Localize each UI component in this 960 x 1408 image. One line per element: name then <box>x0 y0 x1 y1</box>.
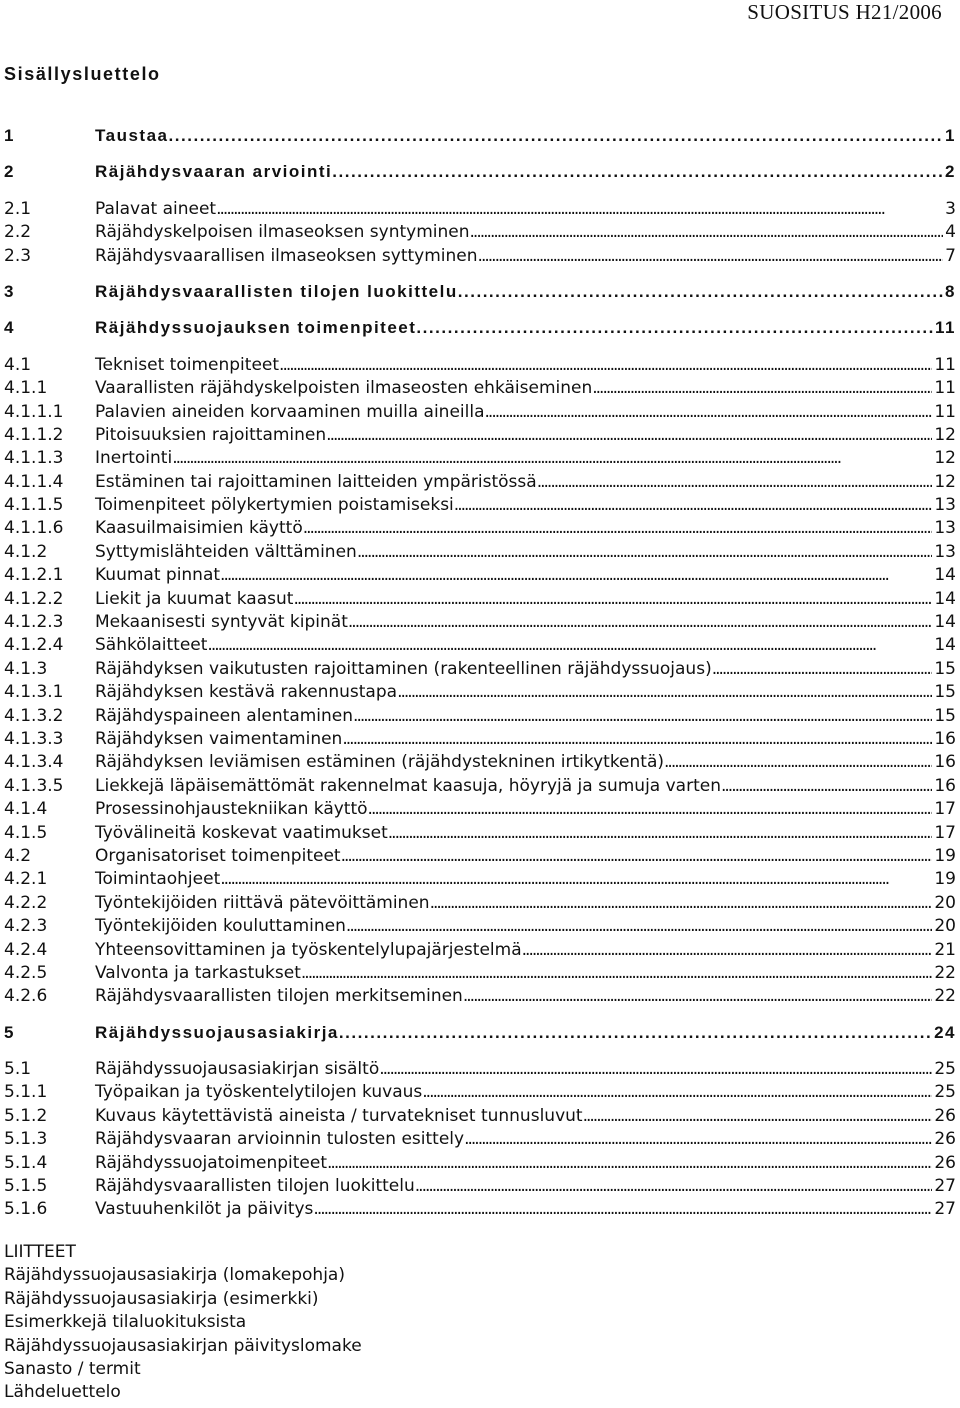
toc-entry-number: 5.1 <box>4 1059 32 1080</box>
toc-entry-number: 5 <box>4 1022 15 1042</box>
toc-entry[interactable] <box>4 518 956 541</box>
toc-entry-page: 13 <box>934 495 956 516</box>
toc-entry-number: 4.1.2 <box>4 541 48 562</box>
toc-entry-page: 16 <box>934 752 956 773</box>
appendix-item[interactable]: Räjähdyssuojausasiakirja (esimerkki) <box>4 1288 319 1309</box>
toc-entry-page: 22 <box>934 986 956 1007</box>
toc-entry-number: 4.1.3.1 <box>4 682 64 703</box>
toc-entry-title: Liekkejä läpäisemättömät rakennelmat kaasuja, höyryjä ja sumuja varten <box>95 775 721 796</box>
toc-entry-number: 4.1.1.6 <box>4 518 64 539</box>
toc-entry-title: Organisatoriset toimenpiteet <box>95 845 341 866</box>
toc-entry-number: 2 <box>4 162 15 182</box>
toc-entry-title: Sähkölaitteet <box>95 635 208 656</box>
toc-dot-leader <box>485 402 933 422</box>
toc-dot-leader <box>207 635 932 655</box>
toc-entry-number: 4.1 <box>4 354 32 375</box>
toc-dot-leader <box>454 495 933 515</box>
toc-dot-leader <box>301 963 932 983</box>
toc-entry[interactable] <box>4 1199 956 1222</box>
toc-entry-number: 4.1.1.4 <box>4 471 64 492</box>
toc-entry-title: Kuvaus käytettävistä aineista / turvatekniset tunnusluvut <box>95 1105 583 1126</box>
toc-dot-leader <box>712 659 933 679</box>
toc-entry-title: Työvälineitä koskevat vaatimukset <box>95 822 388 843</box>
toc-dot-leader <box>346 916 932 936</box>
toc-entry-title: Räjähdyssuojatoimenpiteet <box>95 1152 327 1173</box>
toc-entry-page: 12 <box>934 471 956 492</box>
toc-entry-page: 20 <box>934 892 956 913</box>
toc-entry-title: Valvonta ja tarkastukset <box>95 962 301 983</box>
toc-entry[interactable] <box>4 1176 956 1199</box>
toc-entry-title: Estäminen tai rajoittaminen laitteiden ympäristössä <box>95 471 537 492</box>
toc-dot-leader <box>463 986 933 1006</box>
toc-entry-title: Inertointi <box>95 448 173 469</box>
toc-entry-page: 7 <box>945 245 956 266</box>
toc-entry-title: Kaasuilmaisimien käyttö <box>95 518 303 539</box>
toc-entry-title: Räjähdysvaarallisten tilojen merkitseminen <box>95 986 463 1007</box>
toc-entry-number: 4.2.6 <box>4 986 48 1007</box>
toc-entry-title: Räjähdysvaarallisen ilmaseoksen syttyminen <box>95 245 478 266</box>
toc-entry-page: 8 <box>945 281 956 301</box>
toc-entry[interactable] <box>4 893 956 916</box>
toc-entry[interactable] <box>4 542 956 565</box>
appendix-heading: LIITTEET <box>4 1242 76 1262</box>
toc-entry[interactable] <box>4 448 956 471</box>
toc-entry-title: Palavat aineet <box>95 198 217 219</box>
toc-entry-page: 2 <box>945 162 956 182</box>
toc-entry-title: Syttymislähteiden välttäminen <box>95 541 357 562</box>
toc-entry-page: 19 <box>934 869 956 890</box>
appendix-item[interactable]: Esimerkkejä tilaluokituksista <box>4 1312 247 1333</box>
toc-entry-title: Mekaanisesti syntyvät kipinät <box>95 612 348 633</box>
toc-entry-page: 17 <box>934 822 956 843</box>
toc-entry-number: 4.2 <box>4 845 32 866</box>
toc-entry[interactable] <box>4 659 956 682</box>
toc-entry[interactable] <box>4 199 956 222</box>
toc-entry-number: 4.1.3.2 <box>4 705 64 726</box>
toc-entry[interactable] <box>4 355 956 378</box>
appendix-item[interactable]: Räjähdyssuojausasiakirja (lomakepohja) <box>4 1265 345 1286</box>
toc-dot-leader <box>220 565 932 585</box>
toc-entry-number: 4.2.4 <box>4 939 48 960</box>
toc-entry-page: 17 <box>934 799 956 820</box>
toc-dot-leader <box>664 752 932 772</box>
appendix-list <box>4 1242 362 1406</box>
document-header: SUOSITUS H21/2006 <box>747 0 942 24</box>
toc-entry-title: Räjähdysvaarallisten tilojen luokittelu <box>95 281 458 301</box>
toc-title: Sisällysluettelo <box>4 64 161 84</box>
toc-entry-number: 4.1.5 <box>4 822 48 843</box>
toc-entry[interactable] <box>4 635 956 658</box>
toc-entry-number: 4.1.3.5 <box>4 775 64 796</box>
toc-entry-number: 2.2 <box>4 222 32 243</box>
toc-entry[interactable] <box>4 162 956 185</box>
toc-entry[interactable] <box>4 495 956 518</box>
toc-dot-leader <box>303 518 933 538</box>
toc-entry-number: 4.2.3 <box>4 916 48 937</box>
toc-dot-leader <box>470 222 944 242</box>
toc-entry-title: Räjähdysvaarallisten tilojen luokittelu <box>95 1176 415 1197</box>
toc-entry[interactable] <box>4 1023 956 1046</box>
toc-entry-number: 4.1.2.1 <box>4 565 64 586</box>
toc-entry-number: 4.1.2.4 <box>4 635 64 656</box>
toc-entry-page: 12 <box>934 448 956 469</box>
toc-entry-title: Palavien aineiden korvaaminen muilla aineilla <box>95 401 485 422</box>
toc-dot-leader <box>388 823 933 843</box>
toc-entry[interactable] <box>4 869 956 892</box>
toc-entry-number: 2.1 <box>4 198 32 219</box>
toc-dot-leader <box>341 846 933 866</box>
toc-entry-page: 14 <box>934 588 956 609</box>
appendix-item[interactable]: Sanasto / termit <box>4 1358 141 1379</box>
toc-dot-leader <box>537 472 933 492</box>
toc-entry[interactable] <box>4 940 956 963</box>
toc-dot-leader <box>397 682 932 702</box>
toc-dot-leader <box>522 940 933 960</box>
toc-entry-page: 3 <box>945 198 956 219</box>
toc-entry[interactable] <box>4 222 956 245</box>
toc-entry-number: 4.1.2.3 <box>4 612 64 633</box>
toc-entry-title: Yhteensovittaminen ja työskentelylupajärjestelmä <box>95 939 522 960</box>
toc-entry-page: 21 <box>934 939 956 960</box>
toc-dot-leader <box>279 355 932 375</box>
toc-dot-leader <box>583 1106 933 1126</box>
toc-entry-page: 11 <box>934 354 956 375</box>
toc-entry-page: 14 <box>934 612 956 633</box>
toc-entry-page: 25 <box>934 1059 956 1080</box>
toc-entry-title: Pitoisuuksien rajoittaminen <box>95 424 327 445</box>
toc-dot-leader <box>357 542 933 562</box>
toc-entry-page: 22 <box>934 962 956 983</box>
toc-entry-number: 5.1.5 <box>4 1176 48 1197</box>
toc-entry-number: 3 <box>4 281 15 301</box>
toc-dot-leader <box>348 612 932 632</box>
toc-entry[interactable] <box>4 612 956 635</box>
toc-entry-page: 26 <box>934 1129 956 1150</box>
toc-entry[interactable] <box>4 706 956 729</box>
toc-entry-page: 16 <box>934 728 956 749</box>
toc-entry-title: Vastuuhenkilöt ja päivitys <box>95 1199 314 1220</box>
toc-entry[interactable] <box>4 752 956 775</box>
toc-entry[interactable] <box>4 246 956 269</box>
toc-entry[interactable] <box>4 565 956 588</box>
toc-entry-number: 5.1.3 <box>4 1129 48 1150</box>
toc-entry-number: 4.1.1.2 <box>4 424 64 445</box>
toc-entry-page: 25 <box>934 1082 956 1103</box>
toc-entry-number: 5.1.2 <box>4 1105 48 1126</box>
toc-entry[interactable] <box>4 402 956 425</box>
toc-entry[interactable] <box>4 1106 956 1129</box>
toc-entry-number: 1 <box>4 126 15 145</box>
toc-entry-title: Räjähdysvaaran arvioinnin tulosten esittely <box>95 1129 465 1150</box>
toc-entry-page: 19 <box>934 845 956 866</box>
toc-entry-title: Räjähdyksen leviämisen estäminen (räjähdystekninen irtikytkentä) <box>95 752 665 773</box>
toc-entry[interactable] <box>4 823 956 846</box>
toc-dot-leader <box>721 776 932 796</box>
toc-entry-page: 15 <box>934 658 956 679</box>
toc-entry-number: 4 <box>4 318 15 338</box>
toc-dot-leader <box>332 162 943 182</box>
toc-entry-page: 4 <box>945 222 956 243</box>
appendix-item[interactable]: Lähdeluettelo <box>4 1382 121 1403</box>
toc-entry-number: 4.1.1 <box>4 378 48 399</box>
toc-entry-page: 27 <box>934 1199 956 1220</box>
toc-dot-leader <box>313 1199 932 1219</box>
toc-entry-page: 11 <box>935 318 956 338</box>
toc-entry[interactable] <box>4 318 956 341</box>
toc-entry[interactable] <box>4 729 956 752</box>
toc-entry-page: 12 <box>934 424 956 445</box>
toc-dot-leader <box>379 1059 932 1079</box>
toc-entry[interactable] <box>4 282 956 305</box>
toc-entry-title: Prosessinohjaustekniikan käyttö <box>95 799 368 820</box>
toc-dot-leader <box>339 1023 932 1043</box>
toc-entry-title: Räjähdyksen vaikutusten rajoittaminen (rakenteellinen räjähdyssuojaus) <box>95 658 712 679</box>
toc-entry[interactable] <box>4 986 956 1009</box>
toc-entry-title: Räjähdyssuojauksen toimenpiteet <box>95 318 417 338</box>
toc-entry-number: 5.1.1 <box>4 1082 48 1103</box>
toc-entry-page: 24 <box>934 1022 956 1042</box>
toc-dot-leader <box>415 1176 933 1196</box>
table-of-contents <box>4 126 956 1223</box>
toc-entry-page: 11 <box>934 378 956 399</box>
toc-entry-page: 11 <box>934 401 956 422</box>
toc-entry-title: Räjähdyssuojausasiakirja <box>95 1022 339 1042</box>
toc-entry-title: Räjähdyssuojausasiakirjan sisältö <box>95 1059 380 1080</box>
toc-entry-page: 20 <box>934 916 956 937</box>
toc-entry-number: 5.1.4 <box>4 1152 48 1173</box>
toc-entry-page: 16 <box>934 775 956 796</box>
toc-entry-page: 15 <box>934 682 956 703</box>
toc-entry-title: Liekit ja kuumat kaasut <box>95 588 294 609</box>
toc-entry[interactable] <box>4 1082 956 1105</box>
toc-entry[interactable] <box>4 472 956 495</box>
toc-entry[interactable] <box>4 963 956 986</box>
toc-entry[interactable] <box>4 682 956 705</box>
toc-dot-leader <box>592 378 932 398</box>
toc-entry-title: Toimintaohjeet <box>95 869 221 890</box>
toc-entry-title: Taustaa <box>95 126 169 145</box>
toc-entry-title: Räjähdyksen vaimentaminen <box>95 728 343 749</box>
toc-entry-number: 4.1.3.4 <box>4 752 64 773</box>
toc-entry-page: 14 <box>934 565 956 586</box>
toc-entry-page: 26 <box>934 1152 956 1173</box>
toc-entry-title: Räjähdysvaaran arviointi <box>95 162 333 182</box>
toc-dot-leader <box>464 1129 932 1149</box>
toc-entry[interactable] <box>4 378 956 401</box>
toc-dot-leader <box>293 589 932 609</box>
toc-entry[interactable] <box>4 1129 956 1152</box>
toc-dot-leader <box>326 425 932 445</box>
toc-entry-number: 4.1.4 <box>4 799 48 820</box>
toc-entry-title: Työntekijöiden riittävä pätevöittäminen <box>95 892 430 913</box>
toc-entry-number: 4.1.2.2 <box>4 588 64 609</box>
toc-dot-leader <box>327 1153 932 1173</box>
toc-dot-leader <box>220 869 932 889</box>
toc-entry-title: Toimenpiteet pölykertymien poistamiseksi <box>95 495 454 516</box>
toc-entry-number: 4.2.2 <box>4 892 48 913</box>
toc-entry-title: Räjähdyspaineen alentaminen <box>95 705 354 726</box>
toc-entry-number: 4.1.1.5 <box>4 495 64 516</box>
toc-entry-title: Kuumat pinnat <box>95 565 221 586</box>
toc-entry[interactable] <box>4 425 956 448</box>
toc-dot-leader <box>478 246 944 266</box>
toc-entry[interactable] <box>4 1059 956 1082</box>
toc-dot-leader <box>169 126 944 146</box>
toc-entry-title: Työntekijöiden kouluttaminen <box>95 916 346 937</box>
toc-entry-number: 5.1.6 <box>4 1199 48 1220</box>
toc-entry[interactable] <box>4 846 956 869</box>
toc-entry[interactable] <box>4 1153 956 1176</box>
toc-dot-leader <box>458 282 943 302</box>
toc-entry[interactable] <box>4 589 956 612</box>
toc-dot-leader <box>216 199 943 219</box>
toc-entry-title: Räjähdyksen kestävä rakennustapa <box>95 682 398 703</box>
toc-entry-page: 27 <box>934 1176 956 1197</box>
toc-entry-number: 4.2.1 <box>4 869 48 890</box>
toc-entry-page: 14 <box>934 635 956 656</box>
appendix-item[interactable]: Räjähdyssuojausasiakirjan päivityslomake <box>4 1335 362 1356</box>
toc-entry-title: Räjähdyskelpoisen ilmaseoksen syntyminen <box>95 222 470 243</box>
toc-entry-number: 4.2.5 <box>4 962 48 983</box>
toc-entry[interactable] <box>4 916 956 939</box>
toc-dot-leader <box>368 799 933 819</box>
toc-dot-leader <box>430 893 933 913</box>
toc-entry-page: 1 <box>945 126 956 145</box>
toc-dot-leader <box>342 729 932 749</box>
toc-entry-number: 4.1.3 <box>4 658 48 679</box>
toc-entry-page: 26 <box>934 1105 956 1126</box>
toc-entry-number: 4.1.1.3 <box>4 448 64 469</box>
toc-entry[interactable] <box>4 799 956 822</box>
toc-entry-title: Työpaikan ja työskentelytilojen kuvaus <box>95 1082 423 1103</box>
toc-entry-number: 2.3 <box>4 245 32 266</box>
toc-entry-title: Tekniset toimenpiteet <box>95 354 280 375</box>
toc-entry-number: 4.1.1.1 <box>4 401 64 422</box>
toc-dot-leader <box>416 318 933 338</box>
toc-dot-leader <box>172 448 932 468</box>
toc-entry[interactable] <box>4 126 956 149</box>
toc-entry-number: 4.1.3.3 <box>4 728 64 749</box>
toc-entry-page: 13 <box>934 518 956 539</box>
toc-entry-page: 13 <box>934 541 956 562</box>
toc-entry[interactable] <box>4 776 956 799</box>
toc-dot-leader <box>353 706 932 726</box>
toc-entry-title: Vaarallisten räjähdyskelpoisten ilmaseosten ehkäiseminen <box>95 378 593 399</box>
toc-entry-page: 15 <box>934 705 956 726</box>
toc-dot-leader <box>422 1082 932 1102</box>
